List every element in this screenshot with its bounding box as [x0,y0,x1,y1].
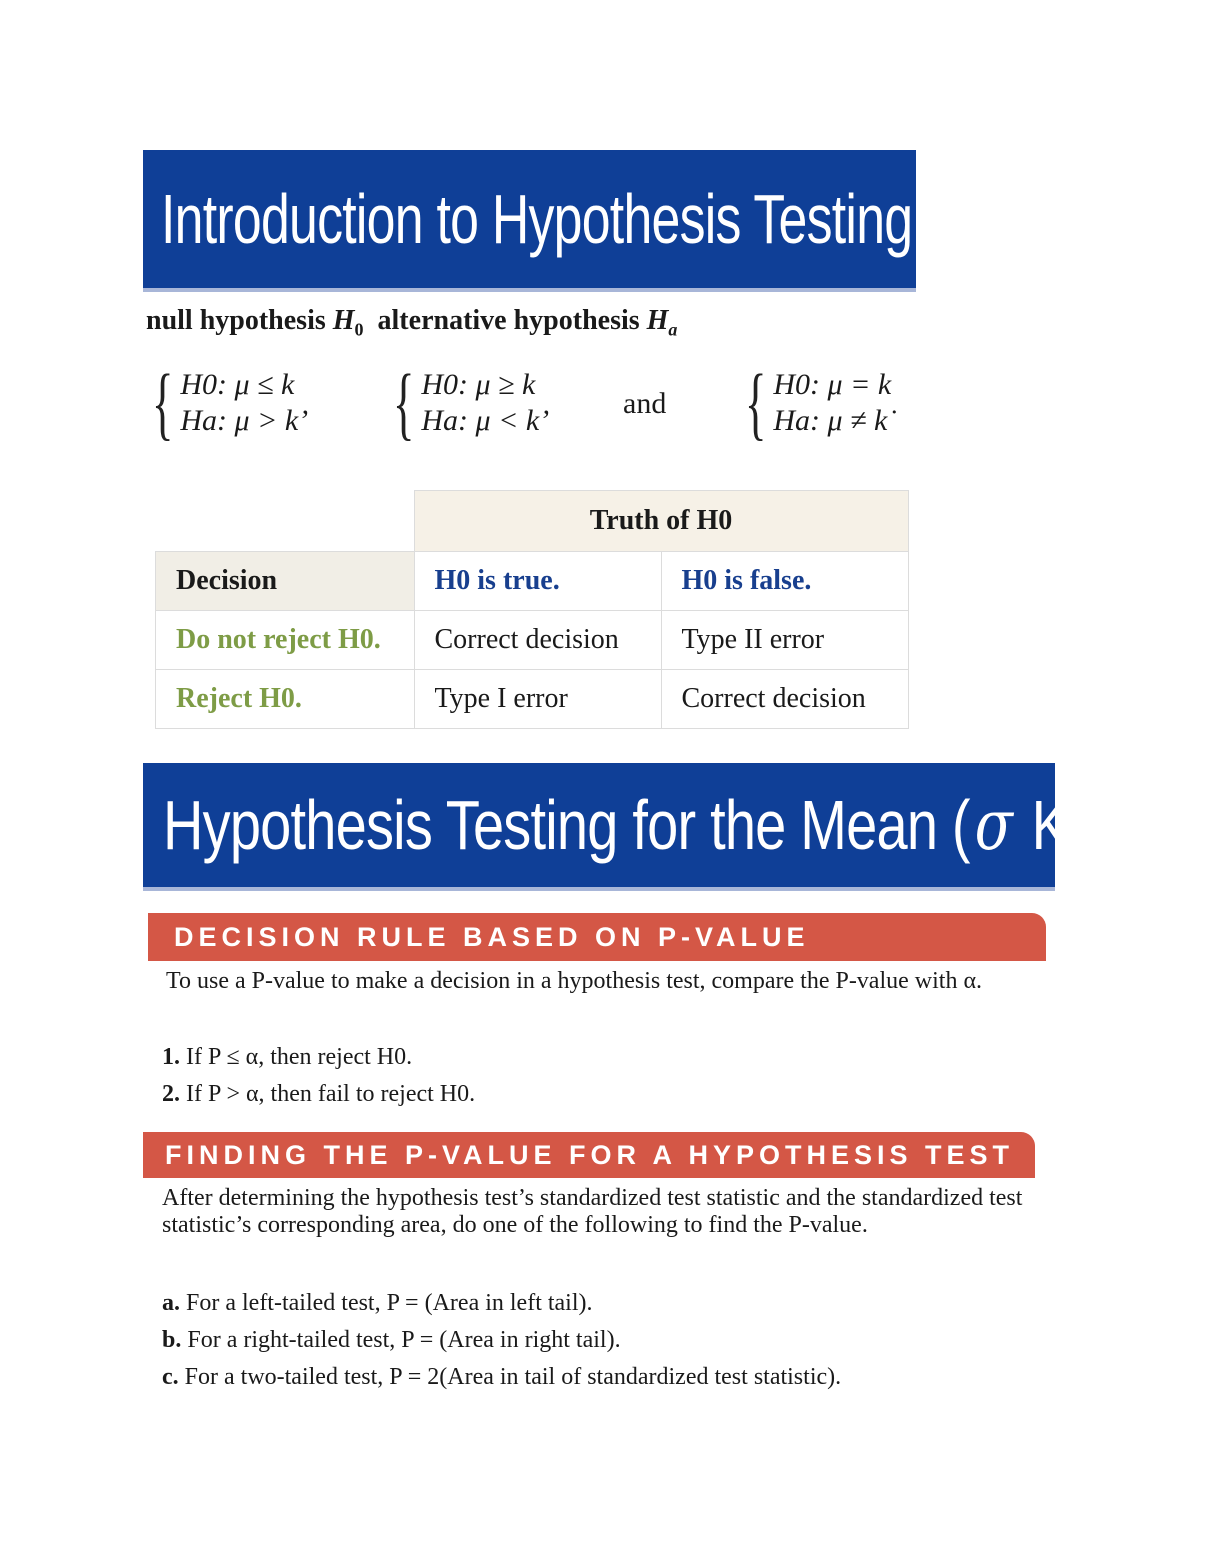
sigma-symbol: σ [974,784,1013,866]
reject-label: Reject H0. [156,670,415,729]
decision-rule-intro: To use a P-value to make a decision in a hypothesis test, compare the P-value with α. [166,968,983,994]
list-item: c. For a two-tailed test, P = 2(Area in tail of standardized test statistic). [162,1364,842,1390]
ha-line: Ha: μ > k’ [180,404,309,437]
intro-title-banner [143,150,916,288]
h0-line: H0: μ ≥ k [421,368,536,401]
right-tailed-hypotheses [143,357,309,448]
list-item: 2. If P > α, then fail to reject H0. [162,1081,476,1107]
list-item: b. For a right-tailed test, P = (Area in right tail). [162,1327,621,1353]
finding-p-value-heading: FINDING THE P-VALUE FOR A HYPOTHESIS TEST [143,1132,1035,1178]
decision-rule-heading: DECISION RULE BASED ON P-VALUE [148,913,1046,961]
decision-header: Decision [156,552,415,611]
null-hypothesis-label: null hypothesis [146,305,326,336]
table-cell: Type I error [414,670,661,729]
table-cell: Correct decision [661,670,908,729]
h0-false-header: H0 is false. [661,552,908,611]
decision-rule-list [162,1039,475,1113]
h0-line: H0: μ = k [773,368,892,401]
list-item: a. For a left-tailed test, P = (Area in left tail). [162,1290,593,1316]
mean-test-title: Hypothesis Testing for the Mean (σ Known) [163,784,1217,866]
and-word: and [623,387,667,420]
brace-icon: { [392,357,415,448]
intro-title: Introduction to Hypothesis Testing [161,180,913,258]
h0-true-header: H0 is true. [414,552,661,611]
ha-line: Ha: μ < k’ [421,404,550,437]
mean-test-title-banner [143,763,1217,887]
hypothesis-labels: null hypothesis $H_0$ alternative hypothesis $H_a$ [146,305,678,340]
truth-header: Truth of H0 [414,491,908,552]
decision-table [155,490,909,729]
do-not-reject-label: Do not reject H0. [156,611,415,670]
left-tailed-hypotheses [384,357,550,448]
brace-icon: { [744,357,767,448]
alternative-hypothesis-label: alternative hypothesis [377,305,640,336]
ha-line: Ha: μ ≠ k˙ [773,404,898,437]
h0-line: H0: μ ≤ k [180,368,295,401]
finding-p-value-intro: After determining the hypothesis test’s standardized test statistic and the standardized test statistic’s corresponding area, do one of the following to find the P-value. [162,1185,1023,1238]
brace-icon: { [151,357,174,448]
finding-p-value-list [162,1285,841,1396]
two-tailed-hypotheses [736,357,898,448]
table-cell: Type II error [661,611,908,670]
table-cell: Correct decision [414,611,661,670]
list-item: 1. If P ≤ α, then reject H0. [162,1044,413,1070]
